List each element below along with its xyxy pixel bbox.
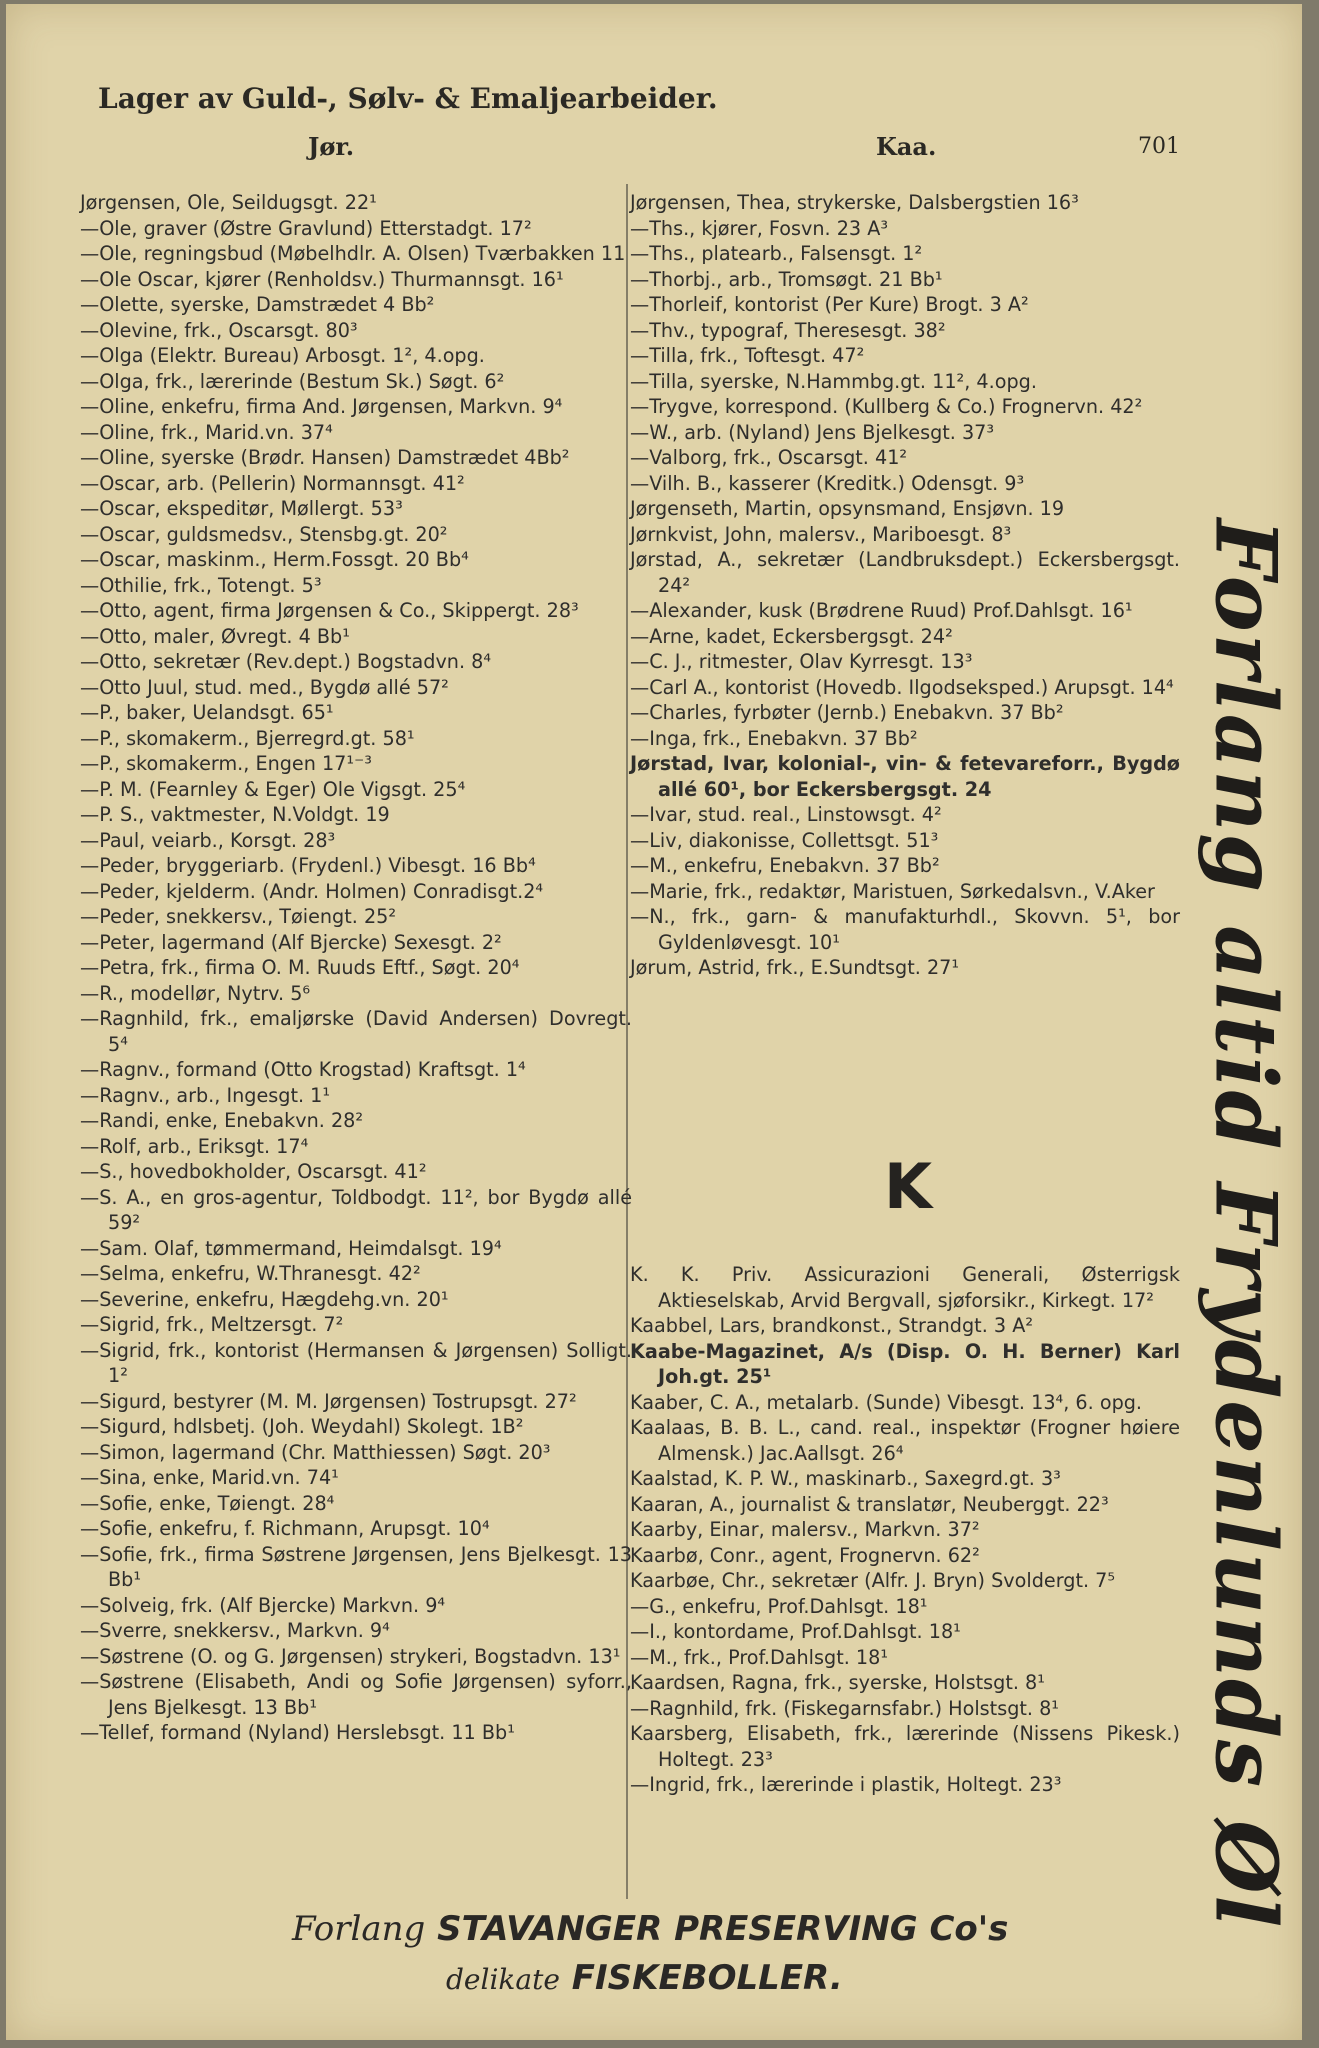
ad-fiskeboller: FISKEBOLLER. xyxy=(571,1958,843,1998)
directory-entry: —Otto Juul, stud. med., Bygdø allé 57² xyxy=(80,675,449,699)
directory-entry: —Thv., typograf, Theresesgt. 38² xyxy=(630,318,946,342)
directory-entry: —Oline, syerske (Brødr. Hansen) Damstrædet 4Bb² xyxy=(80,446,570,469)
directory-entry: —P., baker, Uelandsgt. 65¹ xyxy=(80,701,334,724)
directory-entry: —C. J., ritmester, Olav Kyrresgt. 13³ xyxy=(630,650,973,673)
directory-entry: Kaaber, C. A., metalarb. (Sunde) Vibesgt. 13⁴, 6. opg. xyxy=(630,1390,1143,1414)
directory-entry: —M., frk., Prof.Dahlsgt. 18¹ xyxy=(630,1645,889,1669)
directory-entry: —Oline, enkefru, firma And. Jørgensen, Markvn. 9⁴ xyxy=(80,395,563,418)
directory-entry: —Ragnhild, frk., emaljørske (David Andersen) Dovregt. 5⁴ xyxy=(80,1007,632,1056)
k-section-entries xyxy=(630,1262,1180,1798)
directory-entry: —Sofie, frk., firma Søstrene Jørgensen, Jens Bjelkesgt. 13 Bb¹ xyxy=(80,1542,632,1591)
directory-entry: —Otto, agent, firma Jørgensen & Co., Skippergt. 28³ xyxy=(80,599,579,622)
directory-entry: —Valborg, frk., Oscarsgt. 41² xyxy=(630,446,908,469)
ad-stavanger: STAVANGER PRESERVING Co's xyxy=(437,1909,1009,1949)
directory-entry: —Olga, frk., lærerinde (Bestum Sk.) Søgt. 6² xyxy=(80,369,505,393)
vertical-advertisement xyxy=(1196,518,1296,1930)
directory-entry: —Sina, enke, Marid.vn. 74¹ xyxy=(80,1466,339,1489)
directory-entry: K. K. Priv. Assicurazioni Generali, Østerrigsk Aktieselskab, Arvid Bergvall, sjøforsikr., Kirkegt. 17² xyxy=(630,1263,1180,1312)
directory-entry: Jørstad, Ivar, kolonial-, vin- & fetevareforr., Bygdø allé 60¹, bor Eckersbergsgt. 24 xyxy=(630,752,1180,801)
directory-entry: —Oscar, guldsmedsv., Stensbg.gt. 20² xyxy=(80,522,448,546)
directory-entry: —W., arb. (Nyland) Jens Bjelkesgt. 37³ xyxy=(630,420,995,444)
directory-entry: —M., enkefru, Enebakvn. 37 Bb² xyxy=(630,854,940,877)
directory-entry: —Søstrene (Elisabeth, Andi og Sofie Jørgensen) syforr., Jens Bjelkesgt. 13 Bb¹ xyxy=(80,1670,632,1719)
directory-entry: —Severine, enkefru, Hægdehg.vn. 20¹ xyxy=(80,1287,449,1311)
directory-entry: —Ivar, stud. real., Linstowsgt. 4² xyxy=(630,803,942,826)
directory-entry: —Sigurd, bestyrer (M. M. Jørgensen) Tostrupsgt. 27² xyxy=(80,1389,577,1413)
bottom-advertisement-line2 xyxy=(446,1958,843,1998)
directory-entry: Jørum, Astrid, frk., E.Sundtsgt. 27¹ xyxy=(630,956,960,979)
directory-entry: —S. A., en gros-agentur, Toldbodgt. 11², bor Bygdø allé 59² xyxy=(80,1185,632,1234)
directory-entry: —Charles, fyrbøter (Jernb.) Enebakvn. 37 Bb² xyxy=(630,701,1064,724)
directory-entry: —Carl A., kontorist (Hovedb. Ilgodseksped.) Arupsgt. 14⁴ xyxy=(630,675,1174,699)
directory-entry: —Sigurd, hdlsbetj. (Joh. Weydahl) Skolegt. 1B² xyxy=(80,1415,524,1438)
directory-entry: Kaarby, Einar, malersv., Markvn. 37² xyxy=(630,1518,980,1541)
directory-entry: —Peder, bryggeriarb. (Frydenl.) Vibesgt. 16 Bb⁴ xyxy=(80,854,536,877)
directory-entry: —P. M. (Fearnley & Eger) Ole Vigsgt. 25⁴ xyxy=(80,777,466,801)
directory-entry: —Inga, frk., Enebakvn. 37 Bb² xyxy=(630,726,918,750)
directory-entry: —Sigrid, frk., kontorist (Hermansen & Jørgensen) Solligt. 1² xyxy=(80,1338,632,1387)
directory-entry: —Oscar, maskinm., Herm.Fossgt. 20 Bb⁴ xyxy=(80,548,469,571)
page-number: 701 xyxy=(1138,134,1180,159)
directory-entry: Jørgensen, Ole, Seildugsgt. 22¹ xyxy=(80,191,377,214)
ad-forlang: Forlang xyxy=(292,1909,426,1949)
directory-entry: —Ths., kjører, Fosvn. 23 A³ xyxy=(630,216,889,240)
directory-entry: Kaardsen, Ragna, frk., syerske, Holstsgt. 8¹ xyxy=(630,1671,1045,1694)
directory-entry: —Petra, frk., firma O. M. Ruuds Eftf., Søgt. 20⁴ xyxy=(80,956,520,979)
directory-entry: —R., modellør, Nytrv. 5⁶ xyxy=(80,981,311,1005)
directory-entry: —Ragnv., formand (Otto Krogstad) Kraftsgt. 1⁴ xyxy=(80,1058,526,1081)
directory-entry: Jørnkvist, John, malersv., Mariboesgt. 8³ xyxy=(630,522,1012,546)
directory-entry: —Otto, maler, Øvregt. 4 Bb¹ xyxy=(80,624,350,648)
directory-entry: —Arne, kadet, Eckersbergsgt. 24² xyxy=(630,624,953,648)
directory-entry: —Sofie, enke, Tøiengt. 28⁴ xyxy=(80,1491,335,1515)
directory-entry: —Paul, veiarb., Korsgt. 28³ xyxy=(80,828,336,852)
directory-entry: —Oline, frk., Marid.vn. 37⁴ xyxy=(80,420,333,444)
directory-entry: —Sverre, snekkersv., Markvn. 9⁴ xyxy=(80,1619,390,1642)
directory-entry: —Selma, enkefru, W.Thranesgt. 42² xyxy=(80,1262,421,1285)
directory-entry: Kaabe-Magazinet, A/s (Disp. O. H. Berner) Karl Joh.gt. 25¹ xyxy=(630,1339,1180,1388)
ad-delikate: delikate xyxy=(446,1963,560,1996)
directory-entry: —Ole, regningsbud (Møbelhdlr. A. Olsen) Tværbakken 11 xyxy=(80,242,626,265)
directory-entry: —Sofie, enkefru, f. Richmann, Arupsgt. 10⁴ xyxy=(80,1517,490,1540)
directory-entry: Kaarbø, Conr., agent, Frognervn. 62² xyxy=(630,1543,980,1567)
directory-entry: —Olette, syerske, Damstrædet 4 Bb² xyxy=(80,293,435,316)
directory-entry: —Trygve, korrespond. (Kullberg & Co.) Frognervn. 42² xyxy=(630,395,1143,418)
bottom-advertisement-line1 xyxy=(292,1909,1008,1949)
directory-entry: —P., skomakerm., Engen 17¹⁻³ xyxy=(80,752,372,775)
directory-entry: Jørgensen, Thea, strykerske, Dalsbergstien 16³ xyxy=(630,191,1079,214)
right-column-entries xyxy=(630,190,1180,981)
directory-entry: Kaabbel, Lars, brandkonst., Strandgt. 3 A² xyxy=(630,1314,1034,1337)
directory-entry: —Ths., platearb., Falsensgt. 1² xyxy=(630,242,923,265)
directory-entry: —Otto, sekretær (Rev.dept.) Bogstadvn. 8⁴ xyxy=(80,650,492,673)
directory-entry: —Rolf, arb., Eriksgt. 17⁴ xyxy=(80,1134,309,1158)
directory-entry: Kaarbøe, Chr., sekretær (Alfr. J. Bryn) Svoldergt. 7⁵ xyxy=(630,1569,1116,1592)
left-column-entries xyxy=(80,190,632,1746)
directory-entry: Jørstad, A., sekretær (Landbruksdept.) Eckersbergsgt. 24² xyxy=(630,548,1180,597)
directory-entry: —Simon, lagermand (Chr. Matthiessen) Søgt. 20³ xyxy=(80,1440,551,1464)
left-column-heading: Jør. xyxy=(308,132,355,161)
directory-entry: —Peter, lagermand (Alf Bjercke) Sexesgt. 2² xyxy=(80,930,502,954)
directory-entry: —Vilh. B., kasserer (Kreditk.) Odensgt. 9³ xyxy=(630,471,1025,495)
directory-entry: —Marie, frk., redaktør, Maristuen, Sørkedalsvn., V.Aker xyxy=(630,879,1155,903)
section-letter-k: K xyxy=(884,1150,933,1223)
directory-entry: —Ole Oscar, kjører (Renholdsv.) Thurmannsgt. 16¹ xyxy=(80,267,564,291)
directory-entry: —S., hovedbokholder, Oscarsgt. 41² xyxy=(80,1160,427,1183)
directory-entry: —Ragnv., arb., Ingesgt. 1¹ xyxy=(80,1083,331,1107)
page-header-title: Lager av Guld-, Sølv- & Emaljearbeider. xyxy=(98,82,718,115)
directory-entry: —Thorleif, kontorist (Per Kure) Brogt. 3 A² xyxy=(630,293,1029,316)
directory-entry: —Peder, kjelderm. (Andr. Holmen) Conradisgt.2⁴ xyxy=(80,879,544,903)
directory-entry: —Tilla, frk., Toftesgt. 47² xyxy=(630,344,865,367)
directory-entry: Jørgenseth, Martin, opsynsmand, Ensjøvn. 19 xyxy=(630,497,1065,520)
directory-entry: —Sigrid, frk., Meltzersgt. 7² xyxy=(80,1313,344,1336)
right-column-heading: Kaa. xyxy=(876,132,937,161)
directory-entry: —P., skomakerm., Bjerregrd.gt. 58¹ xyxy=(80,726,415,750)
directory-entry: —Ole, graver (Østre Gravlund) Etterstadgt. 17² xyxy=(80,216,532,240)
directory-entry: —Othilie, frk., Totengt. 5³ xyxy=(80,573,322,597)
directory-entry: —Solveig, frk. (Alf Bjercke) Markvn. 9⁴ xyxy=(80,1593,446,1617)
directory-entry: —Tilla, syerske, N.Hammbg.gt. 11², 4.opg. xyxy=(630,369,1037,393)
directory-entry: —Oscar, arb. (Pellerin) Normannsgt. 41² xyxy=(80,471,465,495)
directory-entry: —Ingrid, frk., lærerinde i plastik, Holtegt. 23³ xyxy=(630,1773,1062,1796)
directory-entry: —Sam. Olaf, tømmermand, Heimdalsgt. 19⁴ xyxy=(80,1236,502,1260)
directory-entry: —Thorbj., arb., Tromsøgt. 21 Bb¹ xyxy=(630,267,943,291)
directory-entry: —Peder, snekkersv., Tøiengt. 25² xyxy=(80,905,397,928)
directory-entry: —Alexander, kusk (Brødrene Ruud) Prof.Dahlsgt. 16¹ xyxy=(630,599,1133,622)
directory-entry: —Liv, diakonisse, Collettsgt. 51³ xyxy=(630,828,939,852)
directory-entry: —Olevine, frk., Oscarsgt. 80³ xyxy=(80,318,358,342)
directory-entry: —Oscar, ekspeditør, Møllergt. 53³ xyxy=(80,497,403,520)
directory-entry: Kaaran, A., journalist & translatør, Neuberggt. 22³ xyxy=(630,1492,1109,1516)
directory-entry: —G., enkefru, Prof.Dahlsgt. 18¹ xyxy=(630,1594,928,1618)
directory-entry: —Olga (Elektr. Bureau) Arbosgt. 1², 4.opg. xyxy=(80,344,485,367)
directory-entry: —Søstrene (O. og G. Jørgensen) strykeri, Bogstadvn. 13¹ xyxy=(80,1644,621,1668)
directory-entry: —N., frk., garn- & manufakturhdl., Skovvn. 5¹, bor Gyldenløvesgt. 10¹ xyxy=(630,905,1180,954)
directory-page xyxy=(6,4,1302,2040)
directory-entry: —I., kontordame, Prof.Dahlsgt. 18¹ xyxy=(630,1620,961,1643)
vertical-advertisement-text: Forlang altid Frydenlunds Øl xyxy=(1196,518,1296,1930)
directory-entry: —P. S., vaktmester, N.Voldgt. 19 xyxy=(80,803,390,826)
directory-entry: —Tellef, formand (Nyland) Herslebsgt. 11 Bb¹ xyxy=(80,1721,515,1744)
directory-entry: Kaalaas, B. B. L., cand. real., inspektør (Frogner høiere Almensk.) Jac.Aallsgt. 26⁴ xyxy=(630,1416,1180,1465)
directory-entry: —Randi, enke, Enebakvn. 28² xyxy=(80,1109,364,1132)
directory-entry: —Ragnhild, frk. (Fiskegarnsfabr.) Holstsgt. 8¹ xyxy=(630,1696,1059,1720)
directory-entry: Kaalstad, K. P. W., maskinarb., Saxegrd.gt. 3³ xyxy=(630,1467,1061,1490)
directory-entry: Kaarsberg, Elisabeth, frk., lærerinde (Nissens Pikesk.) Holtegt. 23³ xyxy=(630,1722,1180,1771)
